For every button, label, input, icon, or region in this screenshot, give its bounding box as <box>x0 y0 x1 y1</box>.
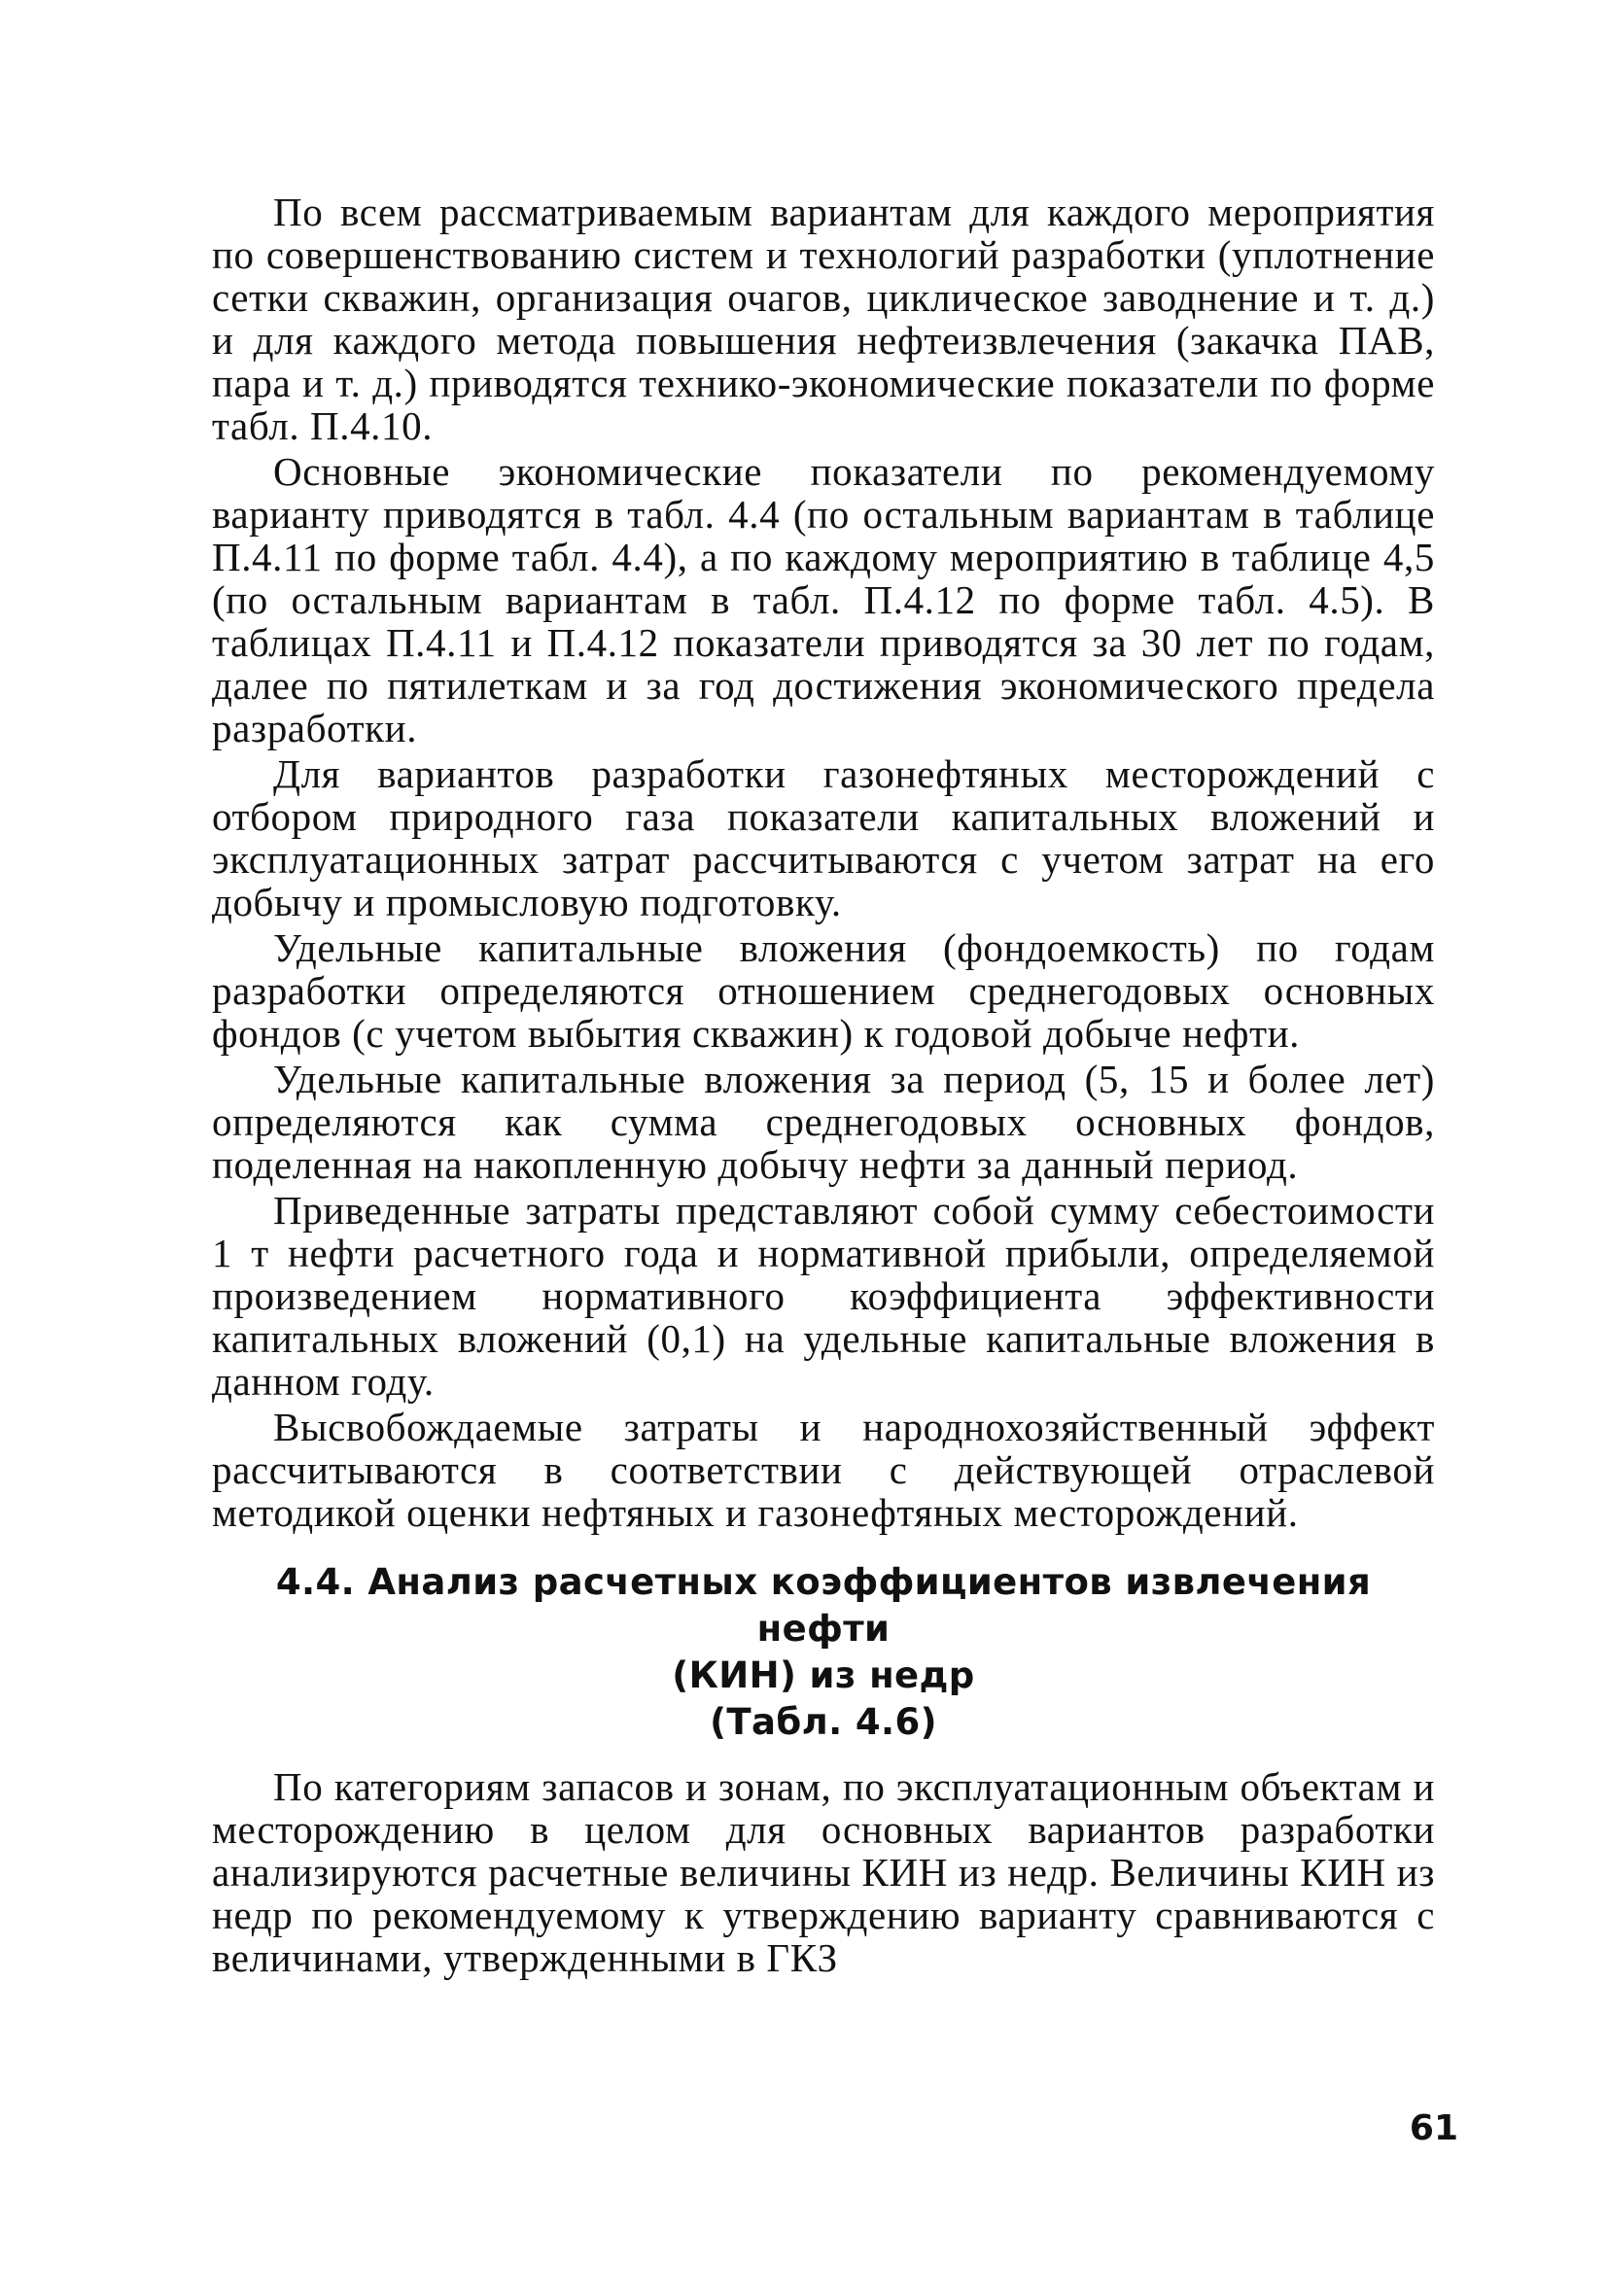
paragraph-1: По всем рассматриваемым вариантам для каждого мероприятия по совершенствованию систем и технологий разработки (уплотнение сетки скважин, организация очагов, циклическое заводнение и т. д.) и для каждого метода повышения нефтеизвлечения (закачка ПАВ, пара и т. д.) приводятся технико-экономические показатели по форме табл. П.4.10. <box>212 190 1435 448</box>
paragraph-2: Основные экономические показатели по рекомендуемому варианту приводятся в табл. 4.4 (по остальным вариантам в таблице П.4.11 по форме табл. 4.4), а по каждому мероприятию в таблице 4,5 (по остальным вариантам в табл. П.4.12 по форме табл. 4.5). В таблицах П.4.11 и П.4.12 показатели приводятся за 30 лет по годам, далее по пятилеткам и за год достижения экономического предела разработки. <box>212 449 1435 750</box>
section-heading-line-2: (КИН) из недр <box>672 1654 975 1696</box>
page-number: 61 <box>1409 2108 1458 2148</box>
paragraph-7: Высвобождаемые затраты и народнохозяйственный эффект рассчитываются в соответствии с действующей отраслевой методикой оценки нефтяных и газонефтяных месторождений. <box>212 1405 1435 1535</box>
paragraph-5: Удельные капитальные вложения за период (5, 15 и более лет) определяются как сумма среднегодовых основных фондов, поделенная на накопленную добычу нефти за данный период. <box>212 1057 1435 1187</box>
section-heading-line-1: 4.4. Анализ расчетных коэффициентов извлечения нефти <box>275 1561 1372 1650</box>
text-column <box>212 191 1435 1982</box>
section-heading-line-3: (Табл. 4.6) <box>710 1701 937 1743</box>
section-heading <box>212 1559 1435 1746</box>
paragraph-4: Удельные капитальные вложения (фондоемкость) по годам разработки определяются отношением среднегодовых основных фондов (с учетом выбытия скважин) к годовой добыче нефти. <box>212 925 1435 1056</box>
paragraph-6: Приведенные затраты представляют собой сумму себестоимости 1 т нефти расчетного года и нормативной прибыли, определяемой произведением нормативного коэффициента эффективности капитальных вложений (0,1) на удельные капитальные вложения в данном году. <box>212 1188 1435 1404</box>
paragraph-3: Для вариантов разработки газонефтяных месторождений с отбором природного газа показатели капитальных вложений и эксплуатационных затрат рассчитываются с учетом затрат на его добычу и промысловую подготовку. <box>212 751 1435 924</box>
closing-paragraph: По категориям запасов и зонам, по эксплуатационным объектам и месторождению в целом для основных вариантов разработки анализируются расчетные величины КИН из недр. Величины КИН из недр по рекомендуемому к утверждению варианту сравниваются с величинами, утвержденными в ГКЗ <box>212 1764 1435 1980</box>
